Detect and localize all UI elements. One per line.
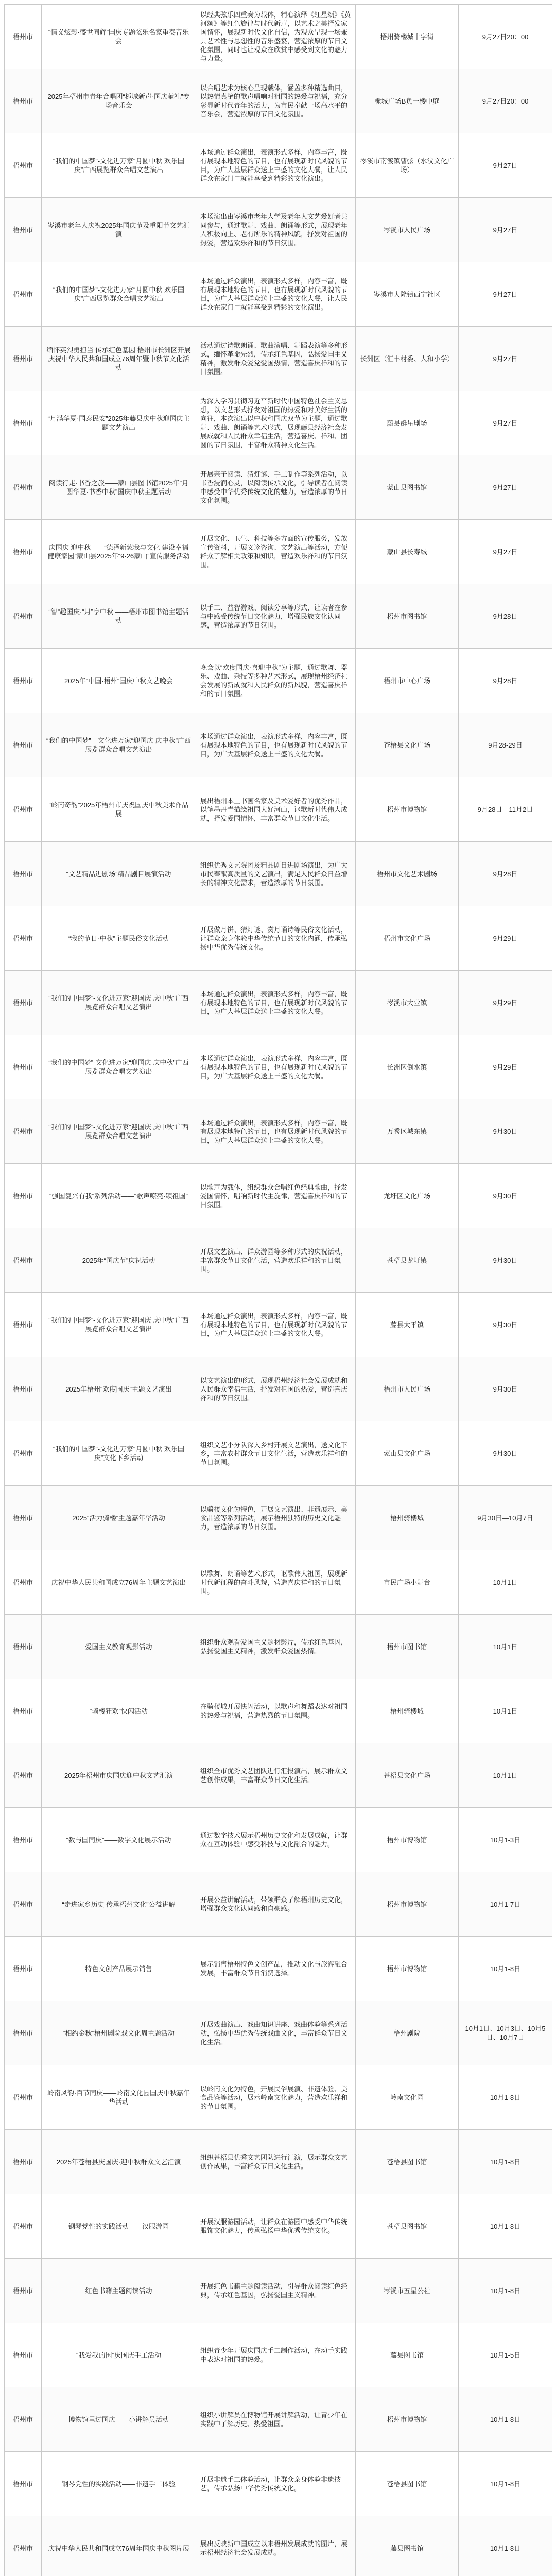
city-cell: 梧州市	[5, 1357, 42, 1421]
activity-description-cell: 以合唱艺术为核心呈现载体，涵盖多种精选曲目，以热情真挚的歌声唱响对祖国的热爱与祝福，充分彰显新时代青年的活力，为市民奉献一场高水平的音乐会，营造浓厚的节日文化氛围。	[196, 69, 356, 133]
table-row	[5, 777, 552, 842]
table-row	[5, 69, 552, 133]
venue-cell: 岑溪市南渡镇曹弦（水汶文化广场）	[356, 133, 459, 198]
activity-description-cell: 本场演出由岑溪市老年大学及老年人文艺爱好者共同参与，通过歌舞、戏曲、朗诵等形式，展现老年人积极向上、老有所乐的精神风貌，抒发对祖国的热爱，营造欢乐祥和的节日氛围。	[196, 198, 356, 262]
city-cell: 梧州市	[5, 198, 42, 262]
activity-title-cell: 庆国庆 迎中秋——“德泽新蒙我与文化 建设幸福健康家园”蒙山县2025年“9·26蒙山”宣传服务活动	[42, 520, 196, 584]
table-row	[5, 520, 552, 584]
activity-description-cell: 开展红色书籍主题阅读活动，引导群众阅读红色经典，传承红色基因，弘扬爱国主义精神。	[196, 2259, 356, 2323]
time-cell: 9月28日	[459, 649, 552, 713]
city-cell: 梧州市	[5, 1228, 42, 1293]
activity-description-cell: 以岭南文化为特色，开展民俗展演、非遗体验、美食品鉴等活动，展示岭南文化魅力，营造欢乐祥和的节日氛围。	[196, 2065, 356, 2130]
time-cell: 10月1-8日	[459, 1937, 552, 2001]
activity-title-cell: “文艺精品进剧场”精品剧目展演活动	[42, 842, 196, 906]
activity-title-cell: 2025年梧州“欢度国庆”主题文艺演出	[42, 1357, 196, 1421]
activity-title-cell: 2025年梧州市庆国庆迎中秋文艺汇演	[42, 1743, 196, 1808]
time-cell: 10月1-3日	[459, 1808, 552, 1872]
time-cell: 10月1日、10月3日、10月5日、10月7日	[459, 2001, 552, 2065]
table-row	[5, 1872, 552, 1937]
activity-description-cell: 开展非遗手工体验活动，让群众亲身体验非遗技艺，传承弘扬中华优秀传统文化。	[196, 2452, 356, 2516]
activity-description-cell: 开展汉服游园活动，让群众在游园中感受中华传统服饰文化魅力，传承弘扬中华优秀传统文化。	[196, 2194, 356, 2259]
venue-cell: 梧州市图书馆	[356, 584, 459, 649]
time-cell: 10月1日	[459, 1550, 552, 1615]
table-row	[5, 262, 552, 327]
time-cell: 10月1-8日	[459, 2387, 552, 2452]
table-row	[5, 2194, 552, 2259]
city-cell: 梧州市	[5, 649, 42, 713]
activity-description-cell: 展示销售梧州特色文创产品，推动文化与旅游融合发展，丰富群众节日消费选择。	[196, 1937, 356, 2001]
activity-title-cell: 阅读行走·书香之旅——蒙山县图书馆2025年“月圆华夏·书香中秋”国庆中秋主题活动	[42, 455, 196, 520]
table-row	[5, 1293, 552, 1357]
time-cell: 9月27日	[459, 198, 552, 262]
venue-cell: 梧州市博物馆	[356, 1937, 459, 2001]
table-row	[5, 1099, 552, 1164]
venue-cell: 市民广场小舞台	[356, 1550, 459, 1615]
table-row	[5, 2387, 552, 2452]
city-cell: 梧州市	[5, 1421, 42, 1486]
activity-title-cell: 2025年“国庆节”庆祝活动	[42, 1228, 196, 1293]
venue-cell: 藤县群星剧场	[356, 391, 459, 455]
activity-title-cell: 钢琴党性的实践活动——非遗手工体验	[42, 2452, 196, 2516]
time-cell: 9月30日—10月7日	[459, 1486, 552, 1550]
activity-description-cell: 为深入学习贯彻习近平新时代中国特色社会主义思想，以文艺形式抒发对祖国的热爱和对美好生活的向往，本次演出以中秋和国庆双节为主题，通过歌舞、戏曲、朗诵等艺术形式，展现藤县经济社会发展成就和人民群众幸福生活，营造喜庆、祥和、团圆的节日氛围，丰富群众精神文化生活。	[196, 391, 356, 455]
time-cell: 9月28日	[459, 842, 552, 906]
venue-cell: 岑溪市五星公社	[356, 2259, 459, 2323]
table-row	[5, 713, 552, 777]
time-cell: 10月1日	[459, 1615, 552, 1679]
activity-description-cell: 以手工、益智游戏、阅读分享等形式，让读者在参与中感受传统节日文化魅力，增强民族文化认同感，营造浓厚的节日氛围。	[196, 584, 356, 649]
venue-cell: 藤县图书馆	[356, 2516, 459, 2576]
activity-title-cell: 2025年梧州市青年合唱团“栀城新声·国庆献礼”专场音乐会	[42, 69, 196, 133]
table-row	[5, 971, 552, 1035]
time-cell: 9月28日—11月2日	[459, 777, 552, 842]
table-row	[5, 649, 552, 713]
time-cell: 9月27日	[459, 455, 552, 520]
activity-title-cell: “我们的中国梦”-文化进万家“月圆中秋 欢乐国庆”文化下乡活动	[42, 1421, 196, 1486]
table-row	[5, 842, 552, 906]
city-cell: 梧州市	[5, 713, 42, 777]
activity-description-cell: 本场通过群众演出，表演形式多样，内容丰富，既有展现本地特色的节目，也有展现新时代风貌的节目，为广大基层群众送上丰盛的文化大餐。	[196, 1293, 356, 1357]
city-cell: 梧州市	[5, 2065, 42, 2130]
activity-title-cell: 爱国主义教育观影活动	[42, 1615, 196, 1679]
venue-cell: 万秀区城东镇	[356, 1099, 459, 1164]
activity-title-cell: 2025年苍梧县庆国庆·迎中秋群众文艺汇演	[42, 2130, 196, 2194]
city-cell: 梧州市	[5, 777, 42, 842]
time-cell: 9月30日	[459, 1357, 552, 1421]
venue-cell: 梧州市文化艺术剧场	[356, 842, 459, 906]
venue-cell: 苍梧县文化广场	[356, 1743, 459, 1808]
activity-title-cell: “我爱我的国”庆国庆手工活动	[42, 2323, 196, 2387]
activity-description-cell: 开展戏曲演出、戏曲知识讲座、戏曲体验等系列活动，弘扬中华优秀传统戏曲文化，丰富群众节日文化生活。	[196, 2001, 356, 2065]
activity-description-cell: 以骑楼文化为特色，开展文艺演出、非遗展示、美食品鉴等系列活动，展示梧州独特的历史文化魅力，营造浓厚的节日氛围。	[196, 1486, 356, 1550]
time-cell: 9月28日	[459, 584, 552, 649]
table-row	[5, 1486, 552, 1550]
time-cell: 10月1-8日	[459, 2130, 552, 2194]
activity-title-cell: “我们的中国梦”—文化进万家“迎国庆 庆中秋”广西展览群众合唱文艺演出	[42, 713, 196, 777]
activity-description-cell: 开展做月饼、猜灯谜、赏月诵诗等民俗文化活动，让群众亲身体验中华传统节日的文化内涵，传承弘扬中华优秀传统文化。	[196, 906, 356, 971]
activity-title-cell: “走进家乡历史 传承梧州文化”公益讲解	[42, 1872, 196, 1937]
time-cell: 10月1-8日	[459, 2259, 552, 2323]
activity-table	[4, 4, 552, 2576]
activity-title-cell: 钢琴党性的实践活动——汉服游园	[42, 2194, 196, 2259]
time-cell: 10月1-8日	[459, 2452, 552, 2516]
activity-description-cell: 本场通过群众演出，表演形式多样，内容丰富，既有展现本地特色的节目，也有展现新时代风貌的节目，为广大基层群众送上丰盛的文化大餐。	[196, 1099, 356, 1164]
time-cell: 9月27日	[459, 520, 552, 584]
city-cell: 梧州市	[5, 842, 42, 906]
activity-description-cell: 组织苍梧县优秀文艺团队进行汇演，展示群众文艺创作成果，丰富群众节日文化生活。	[196, 2130, 356, 2194]
table-row	[5, 2323, 552, 2387]
activity-title-cell: “智”趣国庆·“月”享中秋 ——梧州市图书馆主题活动	[42, 584, 196, 649]
city-cell: 梧州市	[5, 391, 42, 455]
city-cell: 梧州市	[5, 2194, 42, 2259]
city-cell: 梧州市	[5, 133, 42, 198]
venue-cell: 梧州市人民广场	[356, 1357, 459, 1421]
city-cell: 梧州市	[5, 2001, 42, 2065]
table-row	[5, 906, 552, 971]
venue-cell: 蒙山县长寿城	[356, 520, 459, 584]
venue-cell: 梧州市博物馆	[356, 777, 459, 842]
table-row	[5, 1164, 552, 1228]
time-cell: 10月1-7日	[459, 1872, 552, 1937]
activity-title-cell: 岑溪市老年人庆祝2025年国庆节及重阳节文艺汇演	[42, 198, 196, 262]
activity-title-cell: 特色文创产品展示销售	[42, 1937, 196, 2001]
venue-cell: 岑溪市大隆镇西宁社区	[356, 262, 459, 327]
activity-description-cell: 本场通过群众演出，表演形式多样，内容丰富，既有展现本地特色的节目，也有展现新时代风貌的节目，为广大基层群众送上丰盛的文化大餐，让人民群众在家门口就能享受到精彩的文化演出。	[196, 133, 356, 198]
activity-description-cell: 本场通过群众演出，表演形式多样，内容丰富，既有展现本地特色的节目，也有展现新时代风貌的节目，为广大基层群众送上丰盛的文化大餐。	[196, 713, 356, 777]
city-cell: 梧州市	[5, 2387, 42, 2452]
venue-cell: 藤县太平镇	[356, 1293, 459, 1357]
activity-description-cell: 以经典弦乐四重奏为载体，精心演绎《红星颂》《黄河颂》等红色旋律与时代新声，以艺术之美抒发家国情怀，展现新时代文化自信，为观众呈现一场兼具艺术性与思想性的音乐盛宴，营造浓厚的节日文化氛围，同时也让观众在欣赏中感受到文化的魅力与力量。	[196, 5, 356, 69]
city-cell: 梧州市	[5, 262, 42, 327]
city-cell: 梧州市	[5, 2130, 42, 2194]
venue-cell: 蒙山县文化广场	[356, 1421, 459, 1486]
venue-cell: 梧州市博物馆	[356, 1808, 459, 1872]
activity-title-cell: “强国复兴有我”系列活动——“歌声嘹亮·颂祖国”	[42, 1164, 196, 1228]
venue-cell: 藤县图书馆	[356, 2323, 459, 2387]
activity-title-cell: 岭南风韵·百节同庆——岭南文化园国庆中秋嘉年华活动	[42, 2065, 196, 2130]
venue-cell: 龙圩区文化广场	[356, 1164, 459, 1228]
time-cell: 9月27日20：00	[459, 5, 552, 69]
activity-title-cell: “我们的中国梦”-文化进万家“迎国庆 庆中秋”广西展览群众合唱文艺演出	[42, 971, 196, 1035]
city-cell: 梧州市	[5, 1164, 42, 1228]
city-cell: 梧州市	[5, 2516, 42, 2576]
table-row	[5, 1228, 552, 1293]
table-row	[5, 1808, 552, 1872]
venue-cell: 长洲区（汇丰村委、人和小学）	[356, 327, 459, 391]
activity-title-cell: 缅怀英烈勇担当 传承红色基因 梧州市长洲区开展庆祝中华人民共和国成立76周年暨中秋节文化活动	[42, 327, 196, 391]
activity-title-cell: 2025年“中国·梧州”国庆中秋文艺晚会	[42, 649, 196, 713]
activity-title-cell: “相约金秋”梧州剧院戏文化周主题活动	[42, 2001, 196, 2065]
activity-description-cell: 以歌舞、朗诵等艺术形式，讴歌伟大祖国，展现新时代新征程的奋斗风貌，营造喜庆祥和的节日氛围。	[196, 1550, 356, 1615]
venue-cell: 梧州市文化广场	[356, 906, 459, 971]
activity-description-cell: 本场通过群众演出，表演形式多样，内容丰富，既有展现本地特色的节目，也有展现新时代风貌的节目，为广大基层群众送上丰盛的文化大餐。	[196, 1035, 356, 1099]
time-cell: 9月29日	[459, 971, 552, 1035]
activity-description-cell: 展出梧州本土书画名家及美术爱好者的优秀作品，以笔墨丹青描绘祖国大好河山，讴歌新时代伟大成就，抒发爱国情怀，丰富群众节日文化生活。	[196, 777, 356, 842]
city-cell: 梧州市	[5, 2323, 42, 2387]
activity-title-cell: “我们的中国梦”-文化进万家“月圆中秋 欢乐国庆”广西展览群众合唱文艺演出	[42, 262, 196, 327]
city-cell: 梧州市	[5, 1099, 42, 1164]
activity-title-cell: 博物馆里过国庆——小讲解员活动	[42, 2387, 196, 2452]
activity-description-cell: 本场通过群众演出，表演形式多样，内容丰富，既有展现本地特色的节目，也有展现新时代风貌的节目，为广大基层群众送上丰盛的文化大餐，让人民群众在家门口就能享受到精彩的文化演出。	[196, 262, 356, 327]
activity-description-cell: 晚会以“欢度国庆·喜迎中秋”为主题，通过歌舞、器乐、戏曲、杂技等多种艺术形式，展现梧州经济社会发展的新成就和人民群众的新风貌，营造喜庆祥和的节日氛围。	[196, 649, 356, 713]
activity-description-cell: 组织优秀文艺院团及精品剧目进剧场演出，为广大市民奉献高质量的文艺演出，满足人民群众日益增长的精神文化需求，营造浓厚的节日氛围。	[196, 842, 356, 906]
city-cell: 梧州市	[5, 971, 42, 1035]
city-cell: 梧州市	[5, 1035, 42, 1099]
time-cell: 10月1-8日	[459, 2065, 552, 2130]
venue-cell: 梧州骑楼城	[356, 1486, 459, 1550]
venue-cell: 苍梧县龙圩镇	[356, 1228, 459, 1293]
activity-title-cell: “我们的中国梦”-文化进万家“迎国庆 庆中秋”广西展览群众合唱文艺演出	[42, 1293, 196, 1357]
activity-description-cell: 组织青少年开展庆国庆手工制作活动，在动手实践中表达对祖国的热爱。	[196, 2323, 356, 2387]
activity-description-cell: 开展文化、卫生、科技等多方面的宣传服务，发放宣传资料，开展义诊咨询、文艺演出等活动，方便群众了解相关政策和知识，营造欢乐祥和的节日氛围。	[196, 520, 356, 584]
table-row	[5, 1550, 552, 1615]
activity-table-body	[5, 5, 552, 2576]
city-cell: 梧州市	[5, 2452, 42, 2516]
activity-description-cell: 在骑楼城开展快闪活动，以歌声和舞蹈表达对祖国的热爱与祝福，营造热烈的节日氛围。	[196, 1679, 356, 1743]
activity-title-cell: 庆祝中华人民共和国成立76周年主题文艺演出	[42, 1550, 196, 1615]
city-cell: 梧州市	[5, 69, 42, 133]
city-cell: 梧州市	[5, 327, 42, 391]
venue-cell: 梧州市博物馆	[356, 1872, 459, 1937]
city-cell: 梧州市	[5, 906, 42, 971]
city-cell: 梧州市	[5, 5, 42, 69]
table-row	[5, 455, 552, 520]
city-cell: 梧州市	[5, 584, 42, 649]
table-row	[5, 391, 552, 455]
table-row	[5, 327, 552, 391]
city-cell: 梧州市	[5, 1679, 42, 1743]
time-cell: 9月30日	[459, 1164, 552, 1228]
activity-title-cell: “我们的中国梦”-文化进万家“迎国庆 庆中秋”广西展览群众合唱文艺演出	[42, 1035, 196, 1099]
venue-cell: 梧州骑楼城	[356, 1679, 459, 1743]
city-cell: 梧州市	[5, 1743, 42, 1808]
activity-title-cell: “月满华夏·国泰民安”2025年藤县庆中秋迎国庆主题文艺演出	[42, 391, 196, 455]
table-row	[5, 1421, 552, 1486]
city-cell: 梧州市	[5, 1808, 42, 1872]
time-cell: 10月1-5日	[459, 2323, 552, 2387]
venue-cell: 蒙山县图书馆	[356, 455, 459, 520]
table-row	[5, 1743, 552, 1808]
city-cell: 梧州市	[5, 455, 42, 520]
activity-description-cell: 开展文艺演出、群众游园等多种形式的庆祝活动，丰富群众节日文化生活，营造欢乐祥和的节日氛围。	[196, 1228, 356, 1293]
time-cell: 9月27日	[459, 391, 552, 455]
time-cell: 10月1日	[459, 1743, 552, 1808]
activity-description-cell: 展出反映新中国成立以来梧州发展成就的图片，展示梧州经济社会发展成就。	[196, 2516, 356, 2576]
activity-description-cell: 组织小讲解员在博物馆开展讲解活动，让青少年在实践中了解历史、热爱祖国。	[196, 2387, 356, 2452]
activity-description-cell: 组织全市优秀文艺团队进行汇报演出，展示群众文艺创作成果，丰富群众节日文化生活。	[196, 1743, 356, 1808]
city-cell: 梧州市	[5, 520, 42, 584]
activity-title-cell: 2025“活力骑楼”主题嘉年华活动	[42, 1486, 196, 1550]
venue-cell: 岑溪市大业镇	[356, 971, 459, 1035]
venue-cell: 苍梧县文化广场	[356, 713, 459, 777]
time-cell: 9月27日20：00	[459, 69, 552, 133]
table-row	[5, 1357, 552, 1421]
activity-description-cell: 通过数字技术展示梧州历史文化和发展成就，让群众在互动体验中感受科技与文化融合的魅力。	[196, 1808, 356, 1872]
table-row	[5, 133, 552, 198]
table-row	[5, 2452, 552, 2516]
activity-description-cell: 开展亲子阅读、猜灯谜、手工制作等系列活动，以书香浸润心灵，以阅读传承文化，引导读者在阅读中感受中华优秀传统文化的魅力，营造浓厚的节日文化氛围。	[196, 455, 356, 520]
time-cell: 9月30日	[459, 1228, 552, 1293]
table-row	[5, 1937, 552, 2001]
table-row	[5, 2259, 552, 2323]
venue-cell: 梧州骑楼城十字街	[356, 5, 459, 69]
table-row	[5, 2065, 552, 2130]
city-cell: 梧州市	[5, 2259, 42, 2323]
time-cell: 9月28-29日	[459, 713, 552, 777]
city-cell: 梧州市	[5, 1550, 42, 1615]
city-cell: 梧州市	[5, 1293, 42, 1357]
time-cell: 9月27日	[459, 133, 552, 198]
venue-cell: 梧州市图书馆	[356, 1615, 459, 1679]
venue-cell: 长洲区倒水镇	[356, 1035, 459, 1099]
time-cell: 9月30日	[459, 1099, 552, 1164]
activity-title-cell: “情义炫影·盛世同辉”国庆专题弦乐名家重奏音乐会	[42, 5, 196, 69]
time-cell: 9月30日	[459, 1421, 552, 1486]
table-row	[5, 2001, 552, 2065]
activity-title-cell: “数与国同庆”——数字文化展示活动	[42, 1808, 196, 1872]
city-cell: 梧州市	[5, 1615, 42, 1679]
venue-cell: 岭南文化园	[356, 2065, 459, 2130]
activity-title-cell: 庆祝中华人民共和国成立76周年国庆中秋图片展	[42, 2516, 196, 2576]
time-cell: 9月29日	[459, 906, 552, 971]
table-row	[5, 2516, 552, 2576]
time-cell: 9月30日	[459, 1293, 552, 1357]
venue-cell: 梧州市博物馆	[356, 2387, 459, 2452]
time-cell: 10月1-8日	[459, 2516, 552, 2576]
venue-cell: 栀城广场B负一楼中庭	[356, 69, 459, 133]
activity-description-cell: 组织文艺小分队深入乡村开展文艺演出，送文化下乡，丰富农村群众节日文化生活，营造欢乐祥和的节日氛围。	[196, 1421, 356, 1486]
activity-title-cell: “我的节日·中秋”主题民俗文化活动	[42, 906, 196, 971]
activity-description-cell: 活动通过诗歌朗诵、歌曲演唱、舞蹈表演等多种形式，缅怀革命先烈，传承红色基因，弘扬爱国主义精神，激发群众爱党爱国热情，营造喜庆祥和的节日氛围。	[196, 327, 356, 391]
city-cell: 梧州市	[5, 1872, 42, 1937]
venue-cell: 苍梧县图书馆	[356, 2130, 459, 2194]
activity-title-cell: 红色书籍主题阅读活动	[42, 2259, 196, 2323]
time-cell: 9月27日	[459, 327, 552, 391]
table-row	[5, 1035, 552, 1099]
time-cell: 10月1-8日	[459, 2194, 552, 2259]
time-cell: 9月29日	[459, 1035, 552, 1099]
city-cell: 梧州市	[5, 1937, 42, 2001]
table-row	[5, 5, 552, 69]
activity-title-cell: “我们的中国梦”-文化进万家“迎国庆 庆中秋”广西展览群众合唱文艺演出	[42, 1099, 196, 1164]
venue-cell: 岑溪市人民广场	[356, 198, 459, 262]
venue-cell: 梧州市中心广场	[356, 649, 459, 713]
time-cell: 10月1日	[459, 1679, 552, 1743]
activity-description-cell: 开展公益讲解活动，带领群众了解梧州历史文化，增强群众文化认同感和自豪感。	[196, 1872, 356, 1937]
city-cell: 梧州市	[5, 1486, 42, 1550]
time-cell: 9月27日	[459, 262, 552, 327]
activity-title-cell: “骑楼狂欢”快闪活动	[42, 1679, 196, 1743]
venue-cell: 梧州剧院	[356, 2001, 459, 2065]
table-row	[5, 1615, 552, 1679]
venue-cell: 苍梧县图书馆	[356, 2194, 459, 2259]
activity-description-cell: 以文艺演出的形式，展现梧州经济社会发展成就和人民群众幸福生活，抒发对祖国的热爱，营造喜庆祥和的节日氛围。	[196, 1357, 356, 1421]
activity-title-cell: “我们的中国梦”-文化进万家“月圆中秋 欢乐国庆”广西展览群众合唱文艺演出	[42, 133, 196, 198]
activity-title-cell: “岭南奇韵”2025年梧州市庆祝国庆中秋美术作品展	[42, 777, 196, 842]
activity-description-cell: 以歌声为载体，组织群众合唱红色经典歌曲，抒发爱国情怀，唱响新时代主旋律，营造喜庆祥和的节日氛围。	[196, 1164, 356, 1228]
table-row	[5, 198, 552, 262]
table-row	[5, 584, 552, 649]
activity-description-cell: 组织群众观看爱国主义题材影片，传承红色基因，弘扬爱国主义精神，激发群众爱国热情。	[196, 1615, 356, 1679]
activity-description-cell: 本场通过群众演出，表演形式多样，内容丰富，既有展现本地特色的节目，也有展现新时代风貌的节目，为广大基层群众送上丰盛的文化大餐。	[196, 971, 356, 1035]
table-row	[5, 2130, 552, 2194]
table-row	[5, 1679, 552, 1743]
venue-cell: 苍梧县图书馆	[356, 2452, 459, 2516]
